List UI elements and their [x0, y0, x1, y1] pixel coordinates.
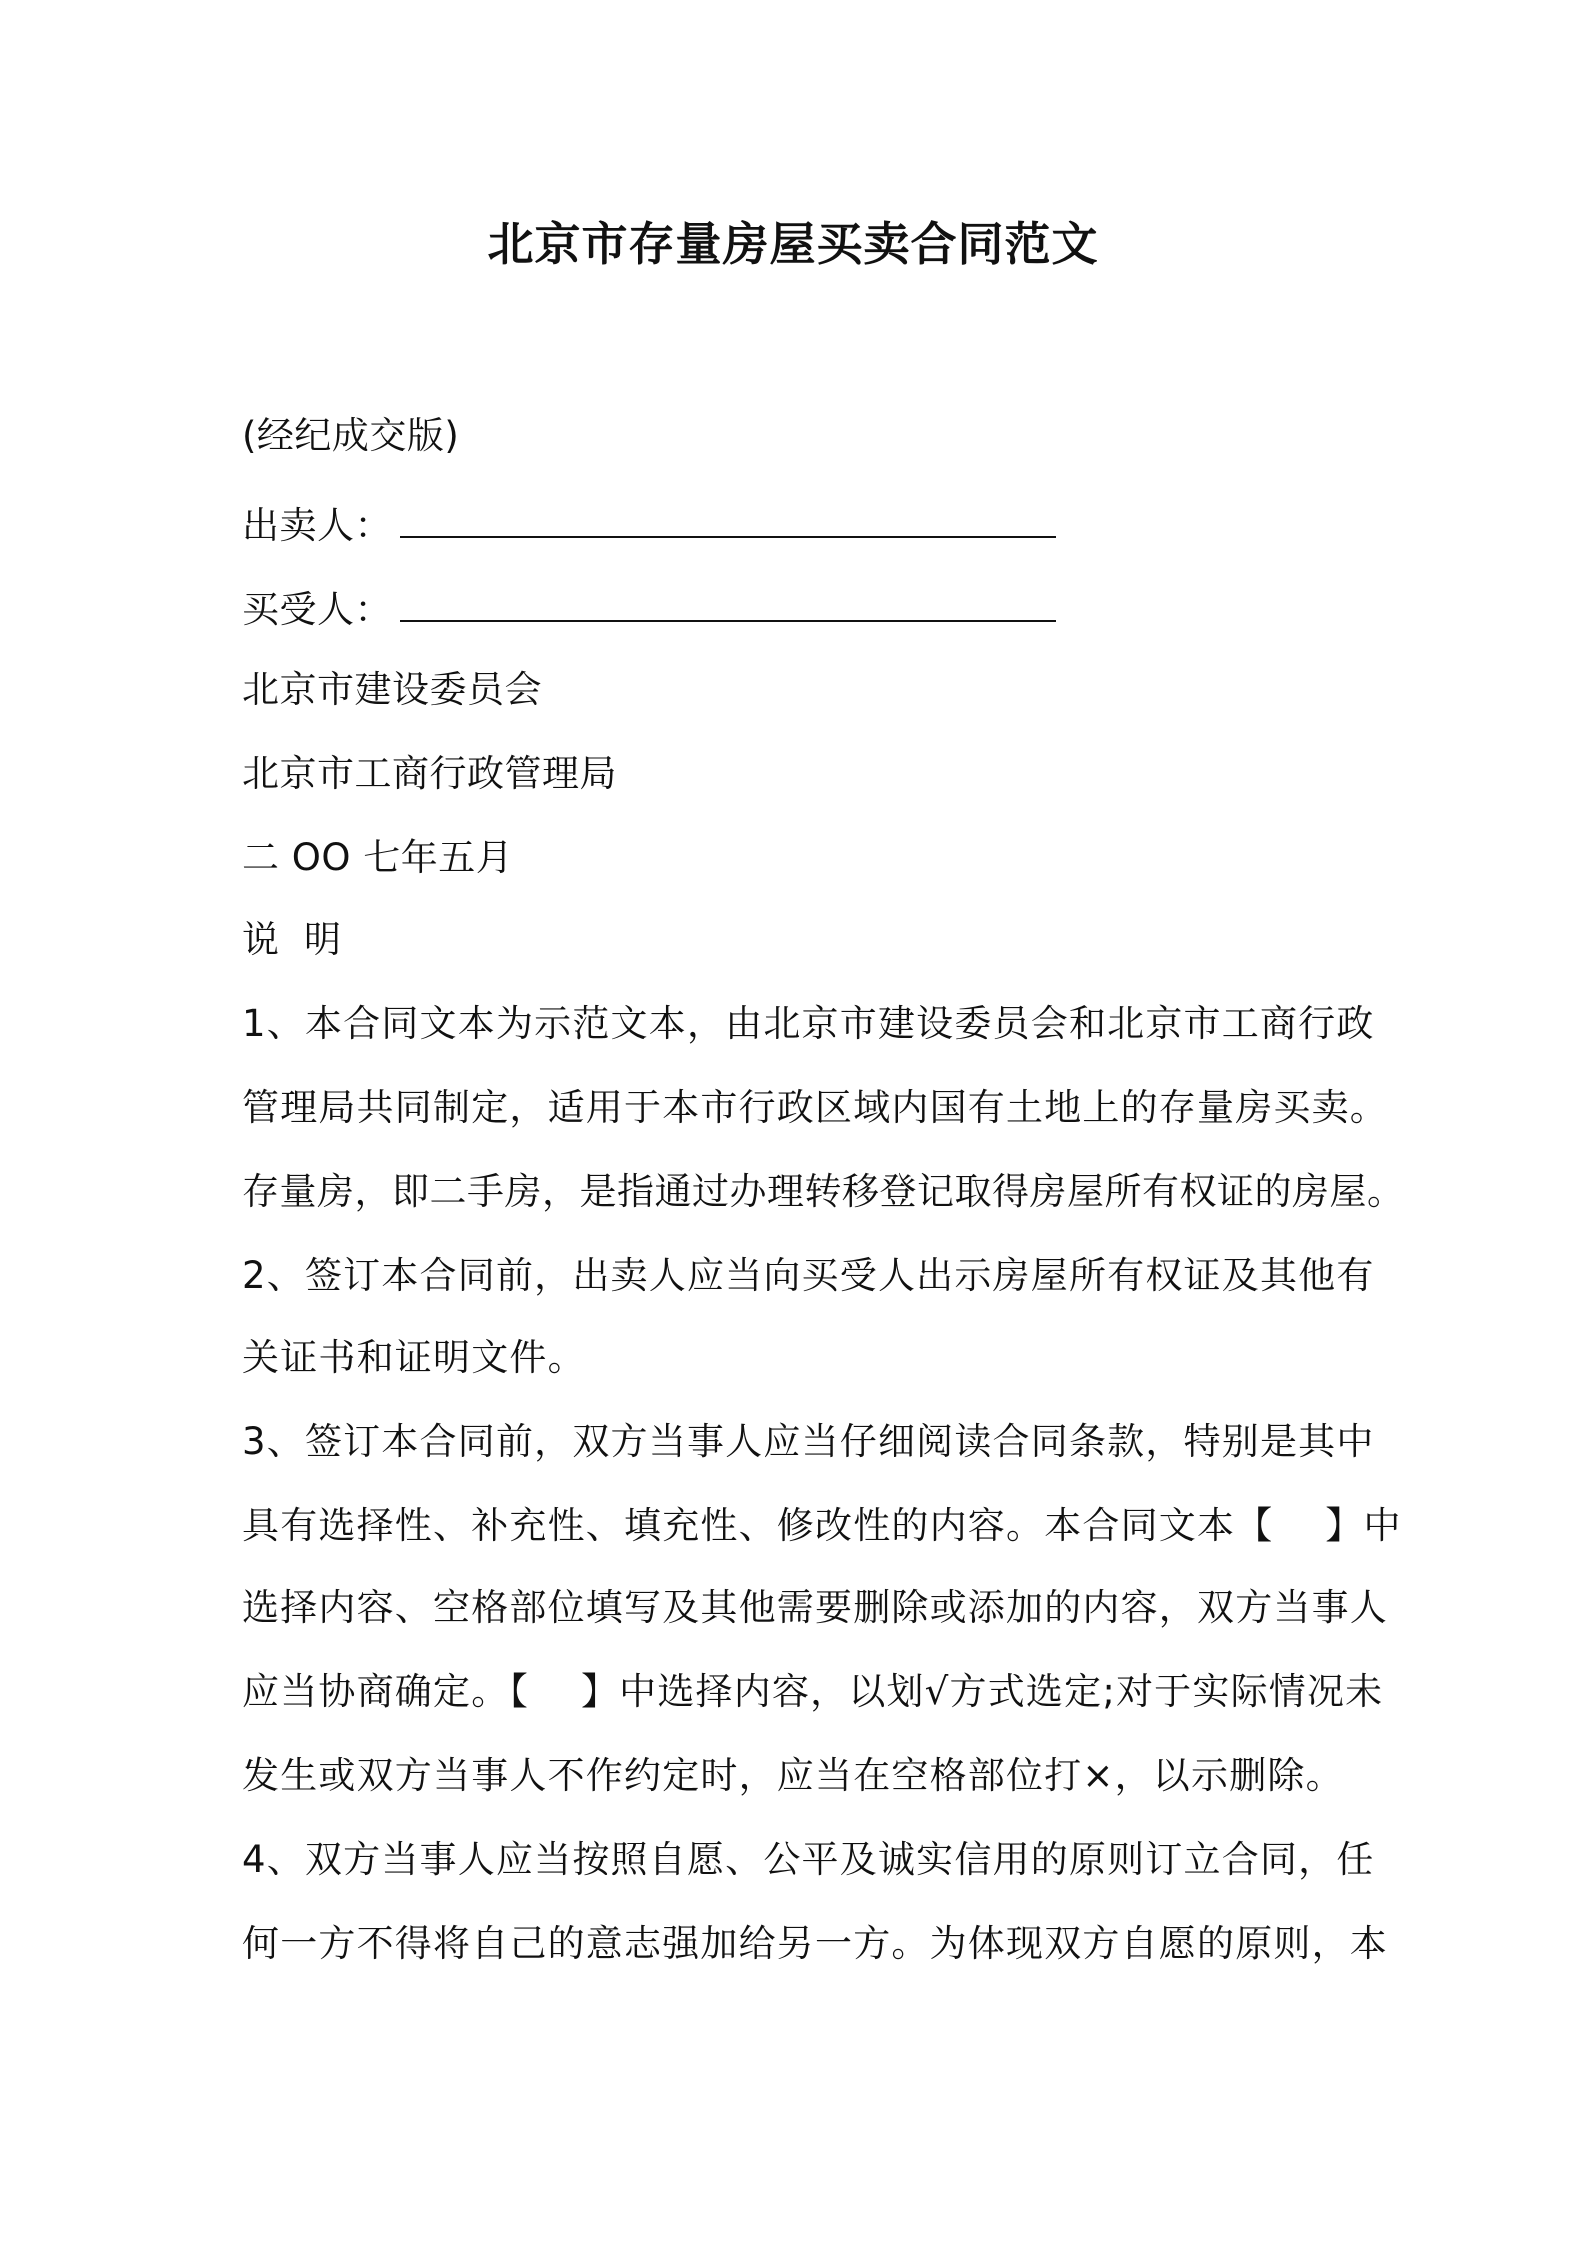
body-line: 3、签订本合同前，双方当事人应当仔细阅读合同条款，特别是其中: [242, 1420, 1375, 1463]
issuer-construction: 北京市建设委员会: [242, 668, 542, 711]
body-line: 1、本合同文本为示范文本，由北京市建设委员会和北京市工商行政: [242, 1002, 1375, 1045]
body-line: 关证书和证明文件。: [242, 1336, 586, 1379]
edition-label: (经纪成交版): [242, 414, 460, 457]
buyer-blank: [400, 590, 1056, 622]
buyer-field: [242, 584, 1056, 636]
seller-field: [242, 500, 1056, 552]
body-line: 应当协商确定。【 】中选择内容，以划√方式选定;对于实际情况未: [242, 1670, 1384, 1713]
body-line: 4、双方当事人应当按照自愿、公平及诚实信用的原则订立合同，任: [242, 1838, 1375, 1881]
seller-blank: [400, 506, 1056, 538]
body-line: 发生或双方当事人不作约定时，应当在空格部位打×，以示删除。: [242, 1754, 1344, 1797]
document-title: 北京市存量房屋买卖合同范文: [487, 217, 1099, 271]
issue-date: 二 OO 七年五月: [242, 836, 514, 879]
body-line: 选择内容、空格部位填写及其他需要删除或添加的内容，双方当事人: [242, 1586, 1388, 1629]
body-line: 何一方不得将自己的意志强加给另一方。为体现双方自愿的原则，本: [242, 1922, 1388, 1965]
notes-heading: 说 明: [242, 918, 342, 961]
body-line: 具有选择性、补充性、填充性、修改性的内容。本合同文本【 】中: [242, 1504, 1402, 1547]
issuer-industry-commerce: 北京市工商行政管理局: [242, 752, 617, 795]
body-line: 2、签订本合同前，出卖人应当向买受人出示房屋所有权证及其他有: [242, 1254, 1375, 1297]
body-line: 管理局共同制定，适用于本市行政区域内国有土地上的存量房买卖。: [242, 1086, 1388, 1129]
buyer-label: 买受人：: [242, 588, 392, 631]
body-line: 存量房，即二手房，是指通过办理转移登记取得房屋所有权证的房屋。: [242, 1170, 1405, 1213]
seller-label: 出卖人：: [242, 504, 392, 547]
